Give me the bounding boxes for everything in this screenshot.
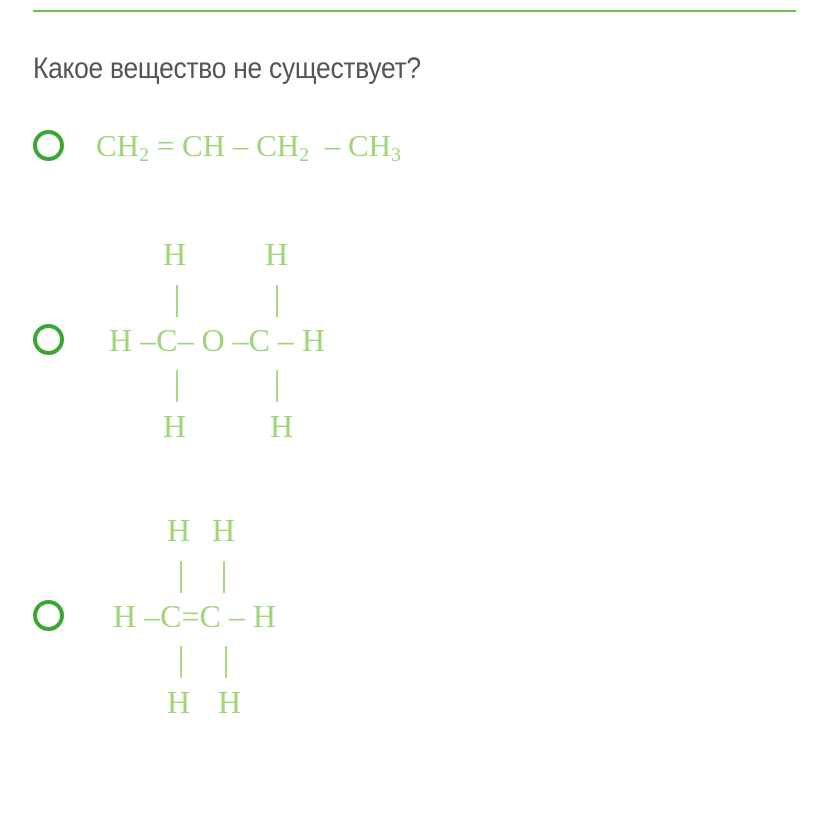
main-chain: H –C– O –C – H: [109, 322, 326, 358]
formula-subscript: 3: [391, 144, 402, 166]
hydrogen-atom: H: [163, 236, 187, 272]
hydrogen-atom: H: [218, 684, 242, 720]
formula-part: CH: [96, 128, 140, 163]
main-chain: H –C=C – H: [113, 598, 276, 634]
hydrogen-atom: H: [270, 408, 294, 444]
single-bond: [176, 285, 178, 317]
formula-subscript: 2: [299, 144, 310, 166]
hydrogen-atom: H: [163, 408, 187, 444]
single-bond: [276, 370, 278, 402]
option-b-radio[interactable]: [33, 324, 64, 355]
hydrogen-atom: H: [265, 236, 289, 272]
question-text: Какое вещество не существует?: [33, 52, 421, 85]
single-bond: [223, 561, 225, 593]
single-bond: [276, 285, 278, 317]
formula-part: – CH: [309, 128, 392, 163]
hydrogen-atom: H: [212, 512, 236, 548]
single-bond: [180, 646, 182, 678]
single-bond: [225, 646, 227, 678]
formula-part: = CH – CH: [149, 128, 300, 163]
option-a-radio[interactable]: [33, 130, 64, 161]
single-bond: [180, 561, 182, 593]
hydrogen-atom: H: [167, 512, 191, 548]
option-c-radio[interactable]: [33, 600, 64, 631]
top-divider: [33, 10, 796, 12]
option-a-formula[interactable]: [96, 128, 401, 167]
formula-subscript: 2: [139, 144, 150, 166]
single-bond: [176, 370, 178, 402]
hydrogen-atom: H: [167, 684, 191, 720]
